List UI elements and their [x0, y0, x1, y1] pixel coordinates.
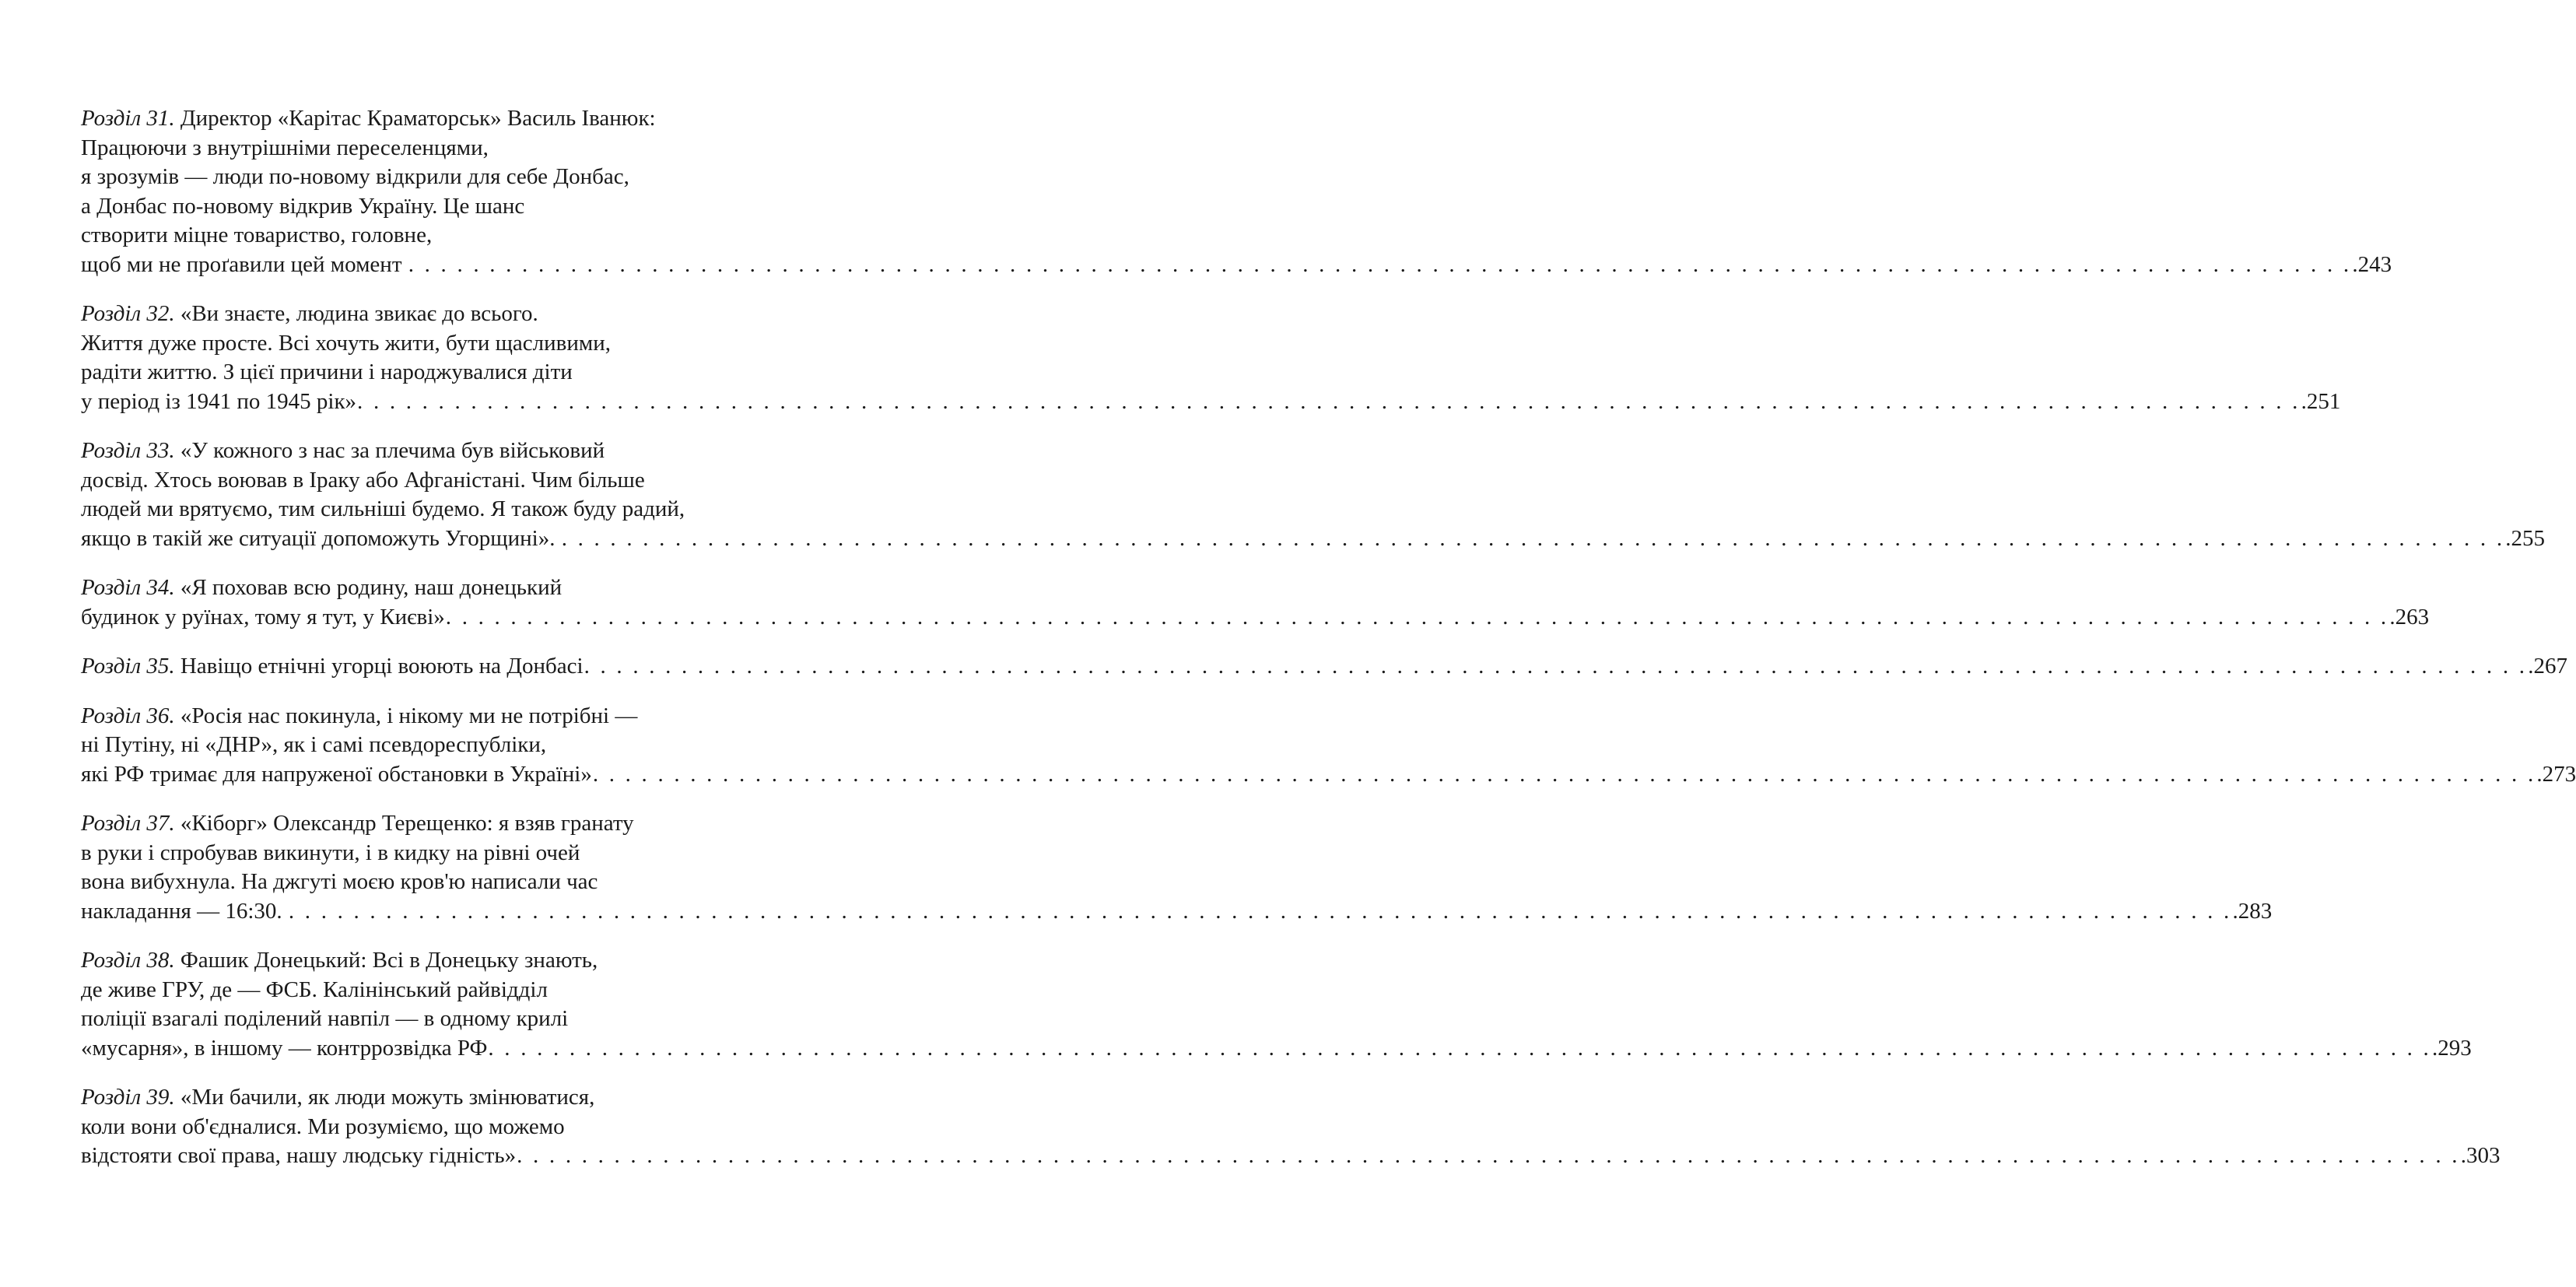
toc-entry-first-line: [81, 104, 692, 134]
dot-leader: . . . . . . . . . . . . . . . . . . . . . . . . . . . . . . . . . . . . . . . . . . . . . . . . . . . . . . . . . . . . . . . . . . . . . . . . . . . . . . . . . . . . . . . . . . . . . . . . . . . . . . . . . . . . . . . . . . . . . . . .: [561, 525, 2505, 551]
toc-entry[interactable]: [81, 437, 2546, 553]
chapter-label: Розділ 38.: [81, 948, 175, 973]
chapter-label: Розділ 39.: [81, 1085, 175, 1110]
entry-title-lead: «Росія нас покинула, і нікому ми не потрібні —: [174, 703, 638, 728]
toc-entry[interactable]: [81, 573, 2430, 632]
entry-title-line: поліції взагалі поділений навпіл — в одному крилі: [81, 1006, 569, 1031]
entry-title-line: людей ми врятуємо, тим сильніші будемо. Я також буду радий,: [81, 496, 685, 521]
entry-title-lead: Директор «Карітас Краматорськ» Василь Іванюк:: [174, 106, 656, 131]
toc-entry-last-line: [81, 897, 2273, 927]
entry-title-lead: Навіщо етнічні угорці воюють на Донбасі: [174, 654, 584, 679]
toc-entry-first-line: [81, 702, 692, 731]
page-number[interactable]: .303: [2460, 1143, 2501, 1168]
chapter-label: Розділ 35.: [81, 654, 175, 679]
page-number[interactable]: .283: [2232, 898, 2273, 924]
table-of-contents: [81, 104, 2576, 1191]
toc-entry[interactable]: [81, 946, 2472, 1063]
chapter-label: Розділ 34.: [81, 575, 175, 600]
page-number[interactable]: .251: [2301, 388, 2341, 414]
chapter-label: Розділ 32.: [81, 301, 175, 326]
dot-leader: . . . . . . . . . . . . . . . . . . . . . . . . . . . . . . . . . . . . . . . . . . . . . . . . . . . . . . . . . . . . . . . . . . . . . . . . . . . . . . . . . . . . . . . . . . . . . . . . . . . . . . . . . . . . . . . . . . . . . . . .: [517, 1143, 2460, 1168]
dot-leader: . . . . . . . . . . . . . . . . . . . . . . . . . . . . . . . . . . . . . . . . . . . . . . . . . . . . . . . . . . . . . . . . . . . . . . . . . . . . . . . . . . . . . . . . . . . . . . . . . . . . . . . . . . . . . . . . . . . . . . . .: [592, 761, 2536, 787]
toc-entry-first-line: [81, 437, 692, 466]
entry-title-line: щоб ми не проґавили цей момент: [81, 251, 408, 277]
toc-entry-first-line: [81, 946, 692, 976]
entry-title-lead: «У кожного з нас за плечима був військовий: [174, 438, 605, 463]
chapter-label: Розділ 33.: [81, 438, 175, 463]
entry-title-line: Життя дуже просте. Всі хочуть жити, бути щасливими,: [81, 330, 612, 356]
entry-title-lead: «Кіборг» Олександр Терещенко: я взяв гранату: [174, 811, 634, 836]
entry-title-lead: «Ми бачили, як люди можуть змінюватися,: [174, 1085, 595, 1110]
entry-title-line: Працюючи з внутрішніми переселенцями,: [81, 135, 489, 160]
toc-entry[interactable]: [81, 300, 2341, 416]
entry-title-lead: «Ви знаєте, людина звикає до всього.: [174, 301, 538, 326]
toc-entry[interactable]: [81, 809, 2273, 926]
toc-entry-last-line: [81, 524, 2546, 554]
entry-title-line: які РФ тримає для напруженої обстановки в Україні»: [81, 761, 592, 787]
entry-title-line: відстояти свої права, нашу людську гідність»: [81, 1143, 517, 1168]
toc-entry-first-line: [81, 573, 692, 603]
toc-entry-last-line: [81, 1034, 2472, 1064]
toc-entry-last-line: [81, 251, 2392, 280]
toc-entry-first-line: [81, 300, 692, 329]
entry-title-line: будинок у руїнах, тому я тут, у Києві»: [81, 604, 445, 629]
dot-leader: . . . . . . . . . . . . . . . . . . . . . . . . . . . . . . . . . . . . . . . . . . . . . . . . . . . . . . . . . . . . . . . . . . . . . . . . . . . . . . . . . . . . . . . . . . . . . . . . . . . . . . . . . . . . . . . . . . . . . . . .: [288, 898, 2232, 924]
toc-entry-last-line: [81, 652, 2567, 682]
page-number[interactable]: .273: [2536, 761, 2576, 787]
entry-title-line: вона вибухнула. На джгуті моєю кров'ю написали час: [81, 869, 598, 894]
toc-entry-first-line: [81, 1083, 692, 1113]
dot-leader: . . . . . . . . . . . . . . . . . . . . . . . . . . . . . . . . . . . . . . . . . . . . . . . . . . . . . . . . . . . . . . . . . . . . . . . . . . . . . . . . . . . . . . . . . . . . . . . . . . . . . . . . . . . . . . . . . . . . . . . .: [408, 251, 2352, 277]
entry-title-line: ні Путіну, ні «ДНР», як і самі псевдореспубліки,: [81, 732, 547, 757]
toc-entry[interactable]: [81, 104, 2392, 279]
page-number[interactable]: .267: [2528, 654, 2567, 679]
entry-title-line: а Донбас по-новому відкрив Україну. Це шанс: [81, 193, 525, 219]
chapter-label: Розділ 37.: [81, 811, 175, 836]
dot-leader: . . . . . . . . . . . . . . . . . . . . . . . . . . . . . . . . . . . . . . . . . . . . . . . . . . . . . . . . . . . . . . . . . . . . . . . . . . . . . . . . . . . . . . . . . . . . . . . . . . . . . . . . . . . . . . . . . . . . . . . .: [357, 388, 2301, 414]
toc-entry-first-line: [81, 809, 692, 839]
toc-entry-last-line: [81, 1141, 2501, 1171]
entry-title-lead: «Я поховав всю родину, наш донецький: [174, 575, 563, 600]
toc-entry[interactable]: [81, 652, 2567, 682]
entry-title-line: в руки і спробував викинути, і в кидку на рівні очей: [81, 840, 580, 865]
entry-title-line: [81, 652, 584, 682]
entry-title-line: я зрозумів — люди по-новому відкрили для себе Донбас,: [81, 164, 629, 189]
entry-title-line: якщо в такій же ситуації допоможуть Угорщині».: [81, 525, 561, 551]
entry-title-line: накладання — 16:30.: [81, 898, 288, 924]
entry-title-line: радіти життю. З цієї причини і народжувалися діти: [81, 359, 573, 384]
toc-entry-last-line: [81, 603, 2430, 633]
entry-title-lead: Фашик Донецький: Всі в Донецьку знають,: [174, 948, 598, 973]
toc-entry[interactable]: [81, 702, 2576, 790]
entry-title-line: де живе ГРУ, де — ФСБ. Калінінський райвідділ: [81, 977, 548, 1002]
entry-title-line: «мусарня», в іншому — контррозвідка РФ: [81, 1035, 488, 1061]
entry-title-line: у період із 1941 по 1945 рік»: [81, 388, 357, 414]
page-number[interactable]: .255: [2505, 525, 2546, 551]
toc-entry-last-line: [81, 388, 2341, 417]
toc-entry-last-line: [81, 760, 2576, 790]
entry-title-line: досвід. Хтось воював в Іраку або Афганістані. Чим більше: [81, 467, 645, 493]
entry-title-line: створити міцне товариство, головне,: [81, 223, 433, 247]
dot-leader: . . . . . . . . . . . . . . . . . . . . . . . . . . . . . . . . . . . . . . . . . . . . . . . . . . . . . . . . . . . . . . . . . . . . . . . . . . . . . . . . . . . . . . . . . . . . . . . . . . . . . . . . . . . . . . . . . . . . . . . .: [445, 604, 2389, 629]
page-number[interactable]: .263: [2389, 604, 2430, 629]
page-number[interactable]: .293: [2431, 1035, 2472, 1061]
page-number[interactable]: .243: [2352, 251, 2392, 277]
dot-leader: . . . . . . . . . . . . . . . . . . . . . . . . . . . . . . . . . . . . . . . . . . . . . . . . . . . . . . . . . . . . . . . . . . . . . . . . . . . . . . . . . . . . . . . . . . . . . . . . . . . . . . . . . . . . . . . . . . . . . . . .: [488, 1035, 2431, 1061]
dot-leader: . . . . . . . . . . . . . . . . . . . . . . . . . . . . . . . . . . . . . . . . . . . . . . . . . . . . . . . . . . . . . . . . . . . . . . . . . . . . . . . . . . . . . . . . . . . . . . . . . . . . . . . . . . . . . . . . . . . . . . . .: [584, 654, 2528, 679]
entry-title-line: коли вони об'єдналися. Ми розуміємо, що можемо: [81, 1113, 565, 1139]
chapter-label: Розділ 31.: [81, 106, 175, 131]
toc-entry[interactable]: [81, 1083, 2501, 1171]
chapter-label: Розділ 36.: [81, 703, 175, 728]
